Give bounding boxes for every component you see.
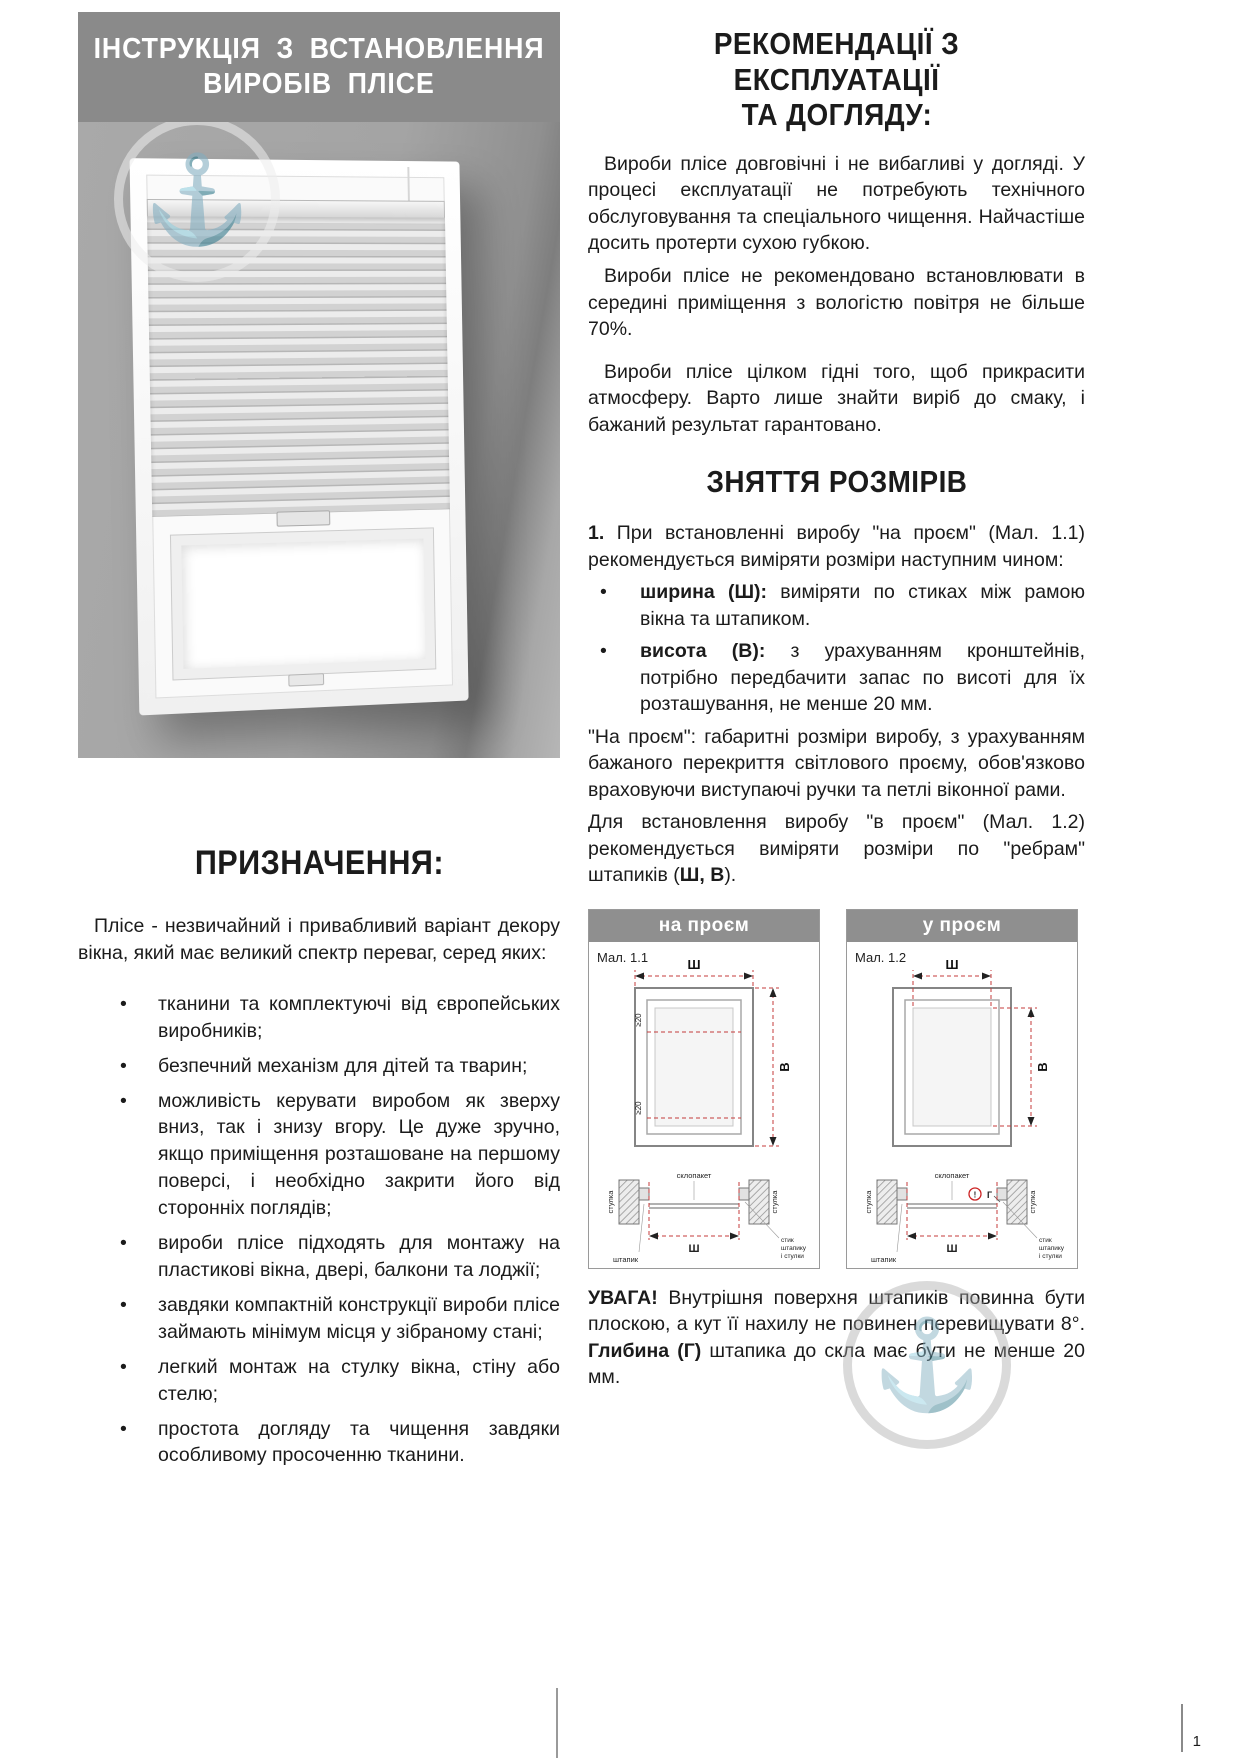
depth-label: Г — [987, 1189, 993, 1200]
figure-1-diagram — [589, 942, 819, 1268]
figure-1-label: Мал. 1.1 — [597, 949, 649, 965]
feature-item: • можливість керувати виробом як зверху вниз, так і знизу вгору. Це дуже зручно, якщо приміщення розташоване на першому поверсі, і необхідно закрити його від сторонніх поглядів; — [78, 1088, 560, 1223]
care-title — [588, 26, 1085, 133]
attention-note — [588, 1285, 1085, 1391]
feature-item: • легкий монтаж на стулку вікна, стіну або стелю; — [78, 1354, 560, 1408]
figure-panel-1 — [588, 909, 820, 1269]
measure-paragraph-inset — [588, 809, 1085, 889]
attention-text-1: Внутрішня поверхня штапиків повинна бути плоскою, а кут її нахилу не повинен перевищувати 8°. — [588, 1286, 1085, 1336]
section-left-sash — [619, 1180, 639, 1224]
min-gap-label-bottom: ≥20 — [634, 1101, 643, 1115]
attention-bold-depth: Глибина (Г) — [588, 1339, 702, 1362]
section-bead-right — [739, 1188, 749, 1200]
section-right-sash — [1007, 1180, 1027, 1224]
warning-exclamation-icon: ! — [973, 1190, 977, 1200]
feature-item: • тканини та комплектуючі від європейських виробників; — [78, 991, 560, 1045]
sash-label-right: стулка — [1028, 1190, 1037, 1214]
measure-intro-text: При встановленні виробу "на проєм" (Мал. 1.1) рекомендується виміряти розміри наступним чином: — [588, 522, 1085, 571]
measure-item-width — [588, 579, 1085, 632]
window-glass — [171, 528, 435, 679]
width-dim-label: Ш — [945, 956, 959, 972]
measure-intro-number: 1. — [588, 522, 605, 545]
purpose-title-text: ПРИЗНАЧЕННЯ: — [194, 844, 444, 882]
arrow-icon — [770, 988, 777, 997]
page-number: 1 — [1192, 1733, 1201, 1750]
fold-mark — [556, 1688, 558, 1758]
bead-label: штапик — [613, 1254, 639, 1264]
care-title-line-1: РЕКОМЕНДАЦІЇ З ЕКСПЛУАТАЦІЇ — [713, 26, 960, 97]
features-list — [78, 991, 560, 1470]
measure-paragraph-inset-a: Для встановлення виробу "в проєм" (Мал. 1.2) рекомендується виміряти розміри по "ребрам" штапиків ( — [588, 811, 1085, 887]
section-bead-left — [639, 1188, 649, 1200]
height-dim-label: В — [777, 1062, 792, 1072]
arrow-icon — [982, 972, 991, 979]
joint-label-line-1: стик — [781, 1236, 794, 1244]
measure-item-height-term: висота (В): — [640, 640, 766, 663]
measure-paragraph-opening: "На проєм": габаритні розміри виробу, з урахуванням бажаного перекриття світлового проєму, обов'язково враховуючи виступаючі ручки та петлі віконної рами. — [588, 725, 1085, 801]
figure-2-label: Мал. 1.2 — [855, 949, 907, 965]
width-dim-label: Ш — [687, 956, 701, 972]
measure-title-text: ЗНЯТТЯ РОЗМІРІВ — [706, 464, 967, 500]
banner-line-2: ВИРОБІВ ПЛІСЕ — [203, 68, 435, 100]
banner-line-1: ІНСТРУКЦІЯ З ВСТАНОВЛЕННЯ — [93, 33, 545, 65]
figure-2-diagram — [847, 942, 1077, 1268]
purpose-intro: Плісе - незвичайний і привабливий варіант декору вікна, який має великий спектр переваг, серед яких: — [78, 915, 560, 964]
bead-label: штапик — [871, 1254, 897, 1264]
care-paragraph-1: Вироби плісе довговічні і не вибагливі у догляді. У процесі експлуатації не потребують технічного обслуговування та спеціального чищення. Найчастіше досить протерти сухою губкою. — [588, 152, 1085, 255]
figure-2-header: у проєм — [847, 910, 1077, 942]
window-latch — [288, 673, 324, 687]
care-paragraph-2: Вироби плісе не рекомендовано встановлювати в середині приміщення з вологістю повітря не більше 70%. — [588, 264, 1085, 341]
feature-item: • безпечний механізм для дітей та тварин; — [78, 1053, 560, 1080]
height-dim-label: В — [1035, 1062, 1050, 1072]
glasspack-label: склопакет — [676, 1170, 712, 1180]
sash-label-left: стулка — [606, 1190, 615, 1214]
measure-intro — [588, 520, 1085, 573]
measure-item-height-text: з урахуванням кронштейнів, потрібно передбачити запас по висоті для їх розташування, не менше 20 мм. — [640, 640, 1085, 716]
arrow-icon — [649, 1232, 658, 1239]
product-photo — [78, 122, 560, 758]
feature-item: • вироби плісе підходять для монтажу на пластикові вікна, двері, балкони та лоджії; — [78, 1230, 560, 1284]
attention-text-2: штапика до скла має бути не менше 20 мм. — [588, 1339, 1085, 1389]
measure-paragraph-inset-c: ). — [724, 864, 737, 887]
section-left-sash — [877, 1180, 897, 1224]
pleated-blind — [147, 216, 450, 517]
page-number-block — [1181, 1704, 1201, 1752]
blind-cord — [407, 167, 410, 203]
joint-label-line-3: і стулки — [781, 1252, 804, 1260]
title-banner — [78, 12, 560, 122]
arrow-icon — [744, 972, 753, 979]
min-gap-label-top: ≥20 — [634, 1013, 643, 1027]
joint-label-line-1: стик — [1039, 1236, 1052, 1244]
sash-label-left: стулка — [864, 1190, 873, 1214]
figure-panel-2 — [846, 909, 1078, 1269]
arrow-icon — [730, 1232, 739, 1239]
care-title-line-2: ТА ДОГЛЯДУ: — [741, 97, 932, 133]
care-paragraph-3: Вироби плісе цілком гідні того, щоб прикрасити атмосферу. Варто лише знайти виріб до смаку, і бажаний результат гарантовано. — [588, 360, 1085, 436]
joint-label-line-2: штапику — [1039, 1244, 1065, 1252]
measure-list — [588, 579, 1085, 718]
arrow-icon — [1028, 1117, 1035, 1126]
measure-item-width-term: ширина (Ш): — [640, 581, 768, 604]
sash-label-right: стулка — [770, 1190, 779, 1214]
feature-item: • завдяки компактній конструкції вироби плісе займають мінімум місця у зібраному стані; — [78, 1292, 560, 1346]
feature-item: • простота догляду та чищення завдяки особливому просоченню тканини. — [78, 1416, 560, 1470]
window-frame — [130, 158, 469, 715]
measure-title — [588, 464, 1085, 500]
section-width-label: Ш — [946, 1242, 958, 1255]
joint-label-line-3: і стулки — [1039, 1252, 1062, 1260]
glass-outline — [655, 1008, 733, 1126]
measure-paragraph-inset-bold: Ш, В — [679, 864, 725, 887]
figures-row — [588, 909, 1085, 1269]
arrow-icon — [1028, 1008, 1035, 1017]
arrow-icon — [635, 972, 644, 979]
purpose-section — [78, 844, 560, 1469]
section-bead-left — [897, 1188, 907, 1200]
watermark-anchor-icon: ⚓ — [843, 1281, 1011, 1449]
left-column — [78, 12, 560, 1477]
glasspack-label: склопакет — [934, 1170, 970, 1180]
purpose-title — [78, 844, 560, 883]
measure-item-height — [588, 638, 1085, 718]
measure-item-width-text: виміряти по стиках між рамою вікна та штапиком. — [640, 581, 1085, 630]
section-right-sash — [749, 1180, 769, 1224]
arrow-icon — [907, 1232, 916, 1239]
blind-handle — [276, 510, 330, 526]
section-width-label: Ш — [688, 1242, 700, 1255]
section-bead-right — [997, 1188, 1007, 1200]
right-column — [588, 26, 1085, 1414]
arrow-icon — [770, 1137, 777, 1146]
attention-label: УВАГА! — [588, 1286, 658, 1309]
arrow-icon — [988, 1232, 997, 1239]
page-number-divider — [1181, 1704, 1183, 1752]
watermark-anchor-icon: ⚓ — [114, 122, 280, 282]
figure-1-header: на проєм — [589, 910, 819, 942]
arrow-icon — [913, 972, 922, 979]
joint-label-line-2: штапику — [781, 1244, 807, 1252]
glass-outline — [913, 1008, 991, 1126]
